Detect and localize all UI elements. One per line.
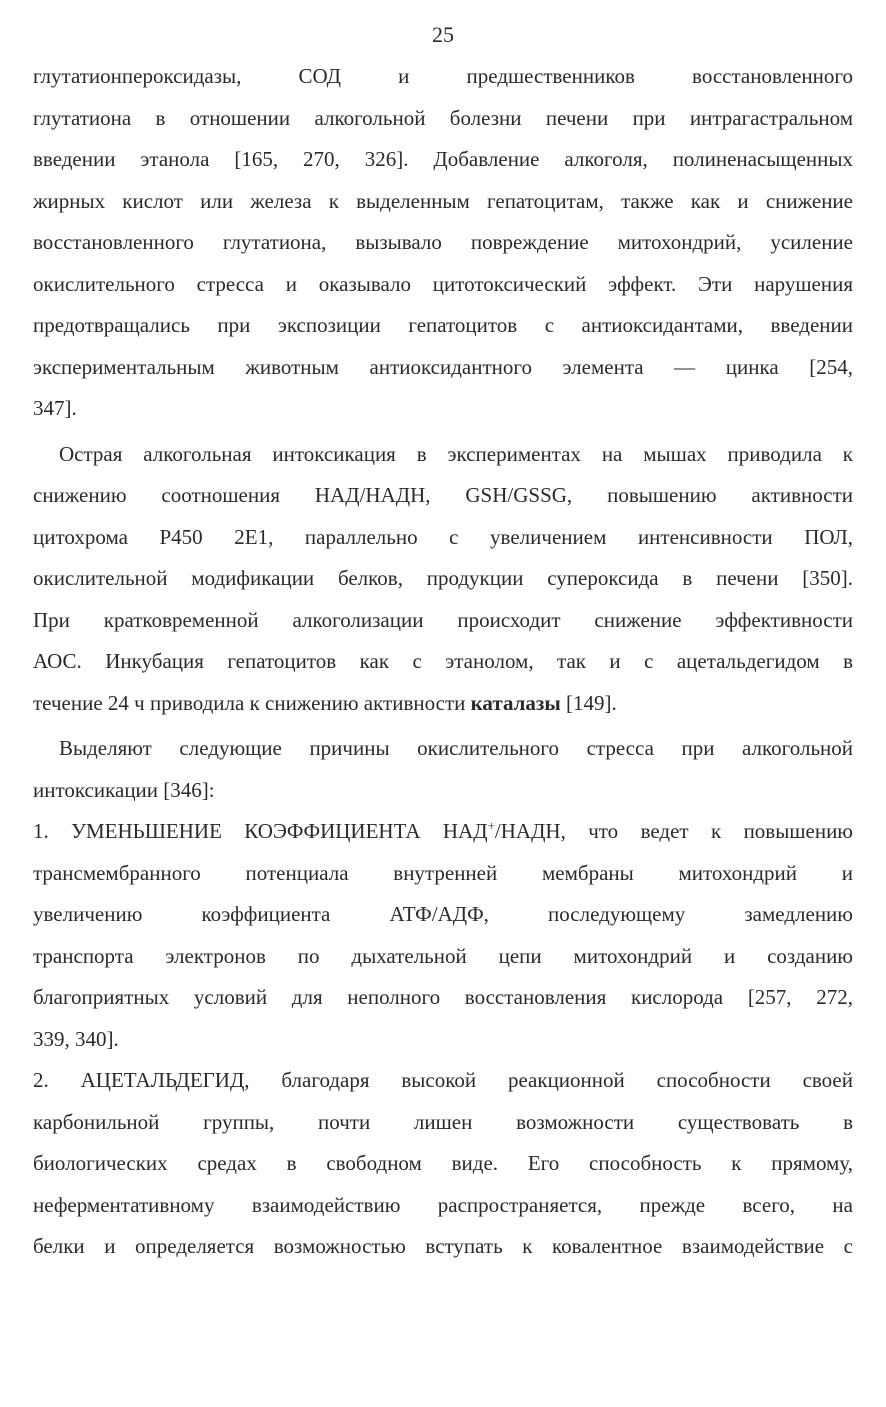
text-line: цитохрома Р450 2Е1, параллельно с увеличением интенсивности ПОЛ, <box>33 524 853 549</box>
paragraph-2-cont <box>33 475 853 724</box>
text-line: белки и определяется возможностью вступать к ковалентное взаимодействие с <box>33 1234 853 1258</box>
text-line: интоксикации [346]: <box>33 777 215 802</box>
paragraph-4 <box>33 811 853 1060</box>
text-line: 2. АЦЕТАЛЬДЕГИД, благодаря высокой реакционной способности своей <box>33 1068 853 1092</box>
text-line: восстановленного глутатиона, вызывало повреждение митохондрий, усиление <box>33 230 853 254</box>
paragraph-5 <box>33 1060 853 1268</box>
text-line: трансмембранного потенциала внутренней мембраны митохондрий и <box>33 860 853 885</box>
text-line <box>33 683 853 725</box>
text-line: окислительной модификации белков, продукции супероксида в печени [350]. <box>33 566 853 590</box>
text-run: /НАДН, что ведет к повышению <box>494 819 853 843</box>
paragraph-3-cont <box>33 770 853 812</box>
text-line: снижению соотношения НАД/НАДН, GSH/GSSG, повышению активности <box>33 483 853 507</box>
text-run: 1. УМЕНЬШЕНИЕ КОЭФФИЦИЕНТА НАД <box>33 819 488 843</box>
text-line: благоприятных условий для неполного восстановления кислорода [257, 272, <box>33 985 853 1009</box>
text-line: глутатиона в отношении алкогольной болезни печени при интрагастральном <box>33 105 853 130</box>
paragraph-3 <box>33 728 853 770</box>
page-number: 25 <box>432 22 454 47</box>
paragraph-2 <box>33 434 853 476</box>
text-line: увеличению коэффициента АТФ/АДФ, последующему замедлению <box>33 902 853 926</box>
text-run: течение 24 ч приводила к снижению активности <box>33 690 471 715</box>
text-line: окислительного стресса и оказывало цитотоксический эффект. Эти нарушения <box>33 271 853 296</box>
text-line: экспериментальным животным антиоксидантного элемента — цинка [254, <box>33 354 853 379</box>
text-line: При кратковременной алкоголизации происходит снижение эффективности <box>33 607 853 632</box>
text-line: 347]. <box>33 396 77 420</box>
body-text <box>33 56 853 1268</box>
text-run: [149]. <box>560 690 617 715</box>
text-line: АОС. Инкубация гепатоцитов как с этанолом, так и с ацетальдегидом в <box>33 649 853 673</box>
text-line: предотвращались при экспозиции гепатоцитов с антиоксидантами, введении <box>33 313 853 337</box>
text-line: транспорта электронов по дыхательной цепи митохондрий и созданию <box>33 943 853 968</box>
text-line: введении этанола [165, 270, 326]. Добавление алкоголя, полиненасыщенных <box>33 147 853 171</box>
text-line: жирных кислот или железа к выделенным гепатоцитам, также как и снижение <box>33 188 853 213</box>
text-line: Выделяют следующие причины окислительного стресса при алкогольной <box>59 736 853 760</box>
text-line: биологических средах в свободном виде. Его способность к прямому, <box>33 1151 853 1175</box>
superscript: + <box>487 818 495 833</box>
bold-term: каталазы <box>470 690 561 715</box>
paragraph-1 <box>33 56 853 430</box>
text-line: Острая алкогольная интоксикация в экспериментах на мышах приводила к <box>59 441 853 466</box>
text-line: неферментативному взаимодействию распространяется, прежде всего, на <box>33 1192 853 1217</box>
text-line: карбонильной группы, почти лишен возможности существовать в <box>33 1109 853 1134</box>
text-line <box>33 811 853 853</box>
text-line: глутатионпероксидазы, СОД и предшественников восстановленного <box>33 64 853 88</box>
text-line: 339, 340]. <box>33 1026 119 1051</box>
